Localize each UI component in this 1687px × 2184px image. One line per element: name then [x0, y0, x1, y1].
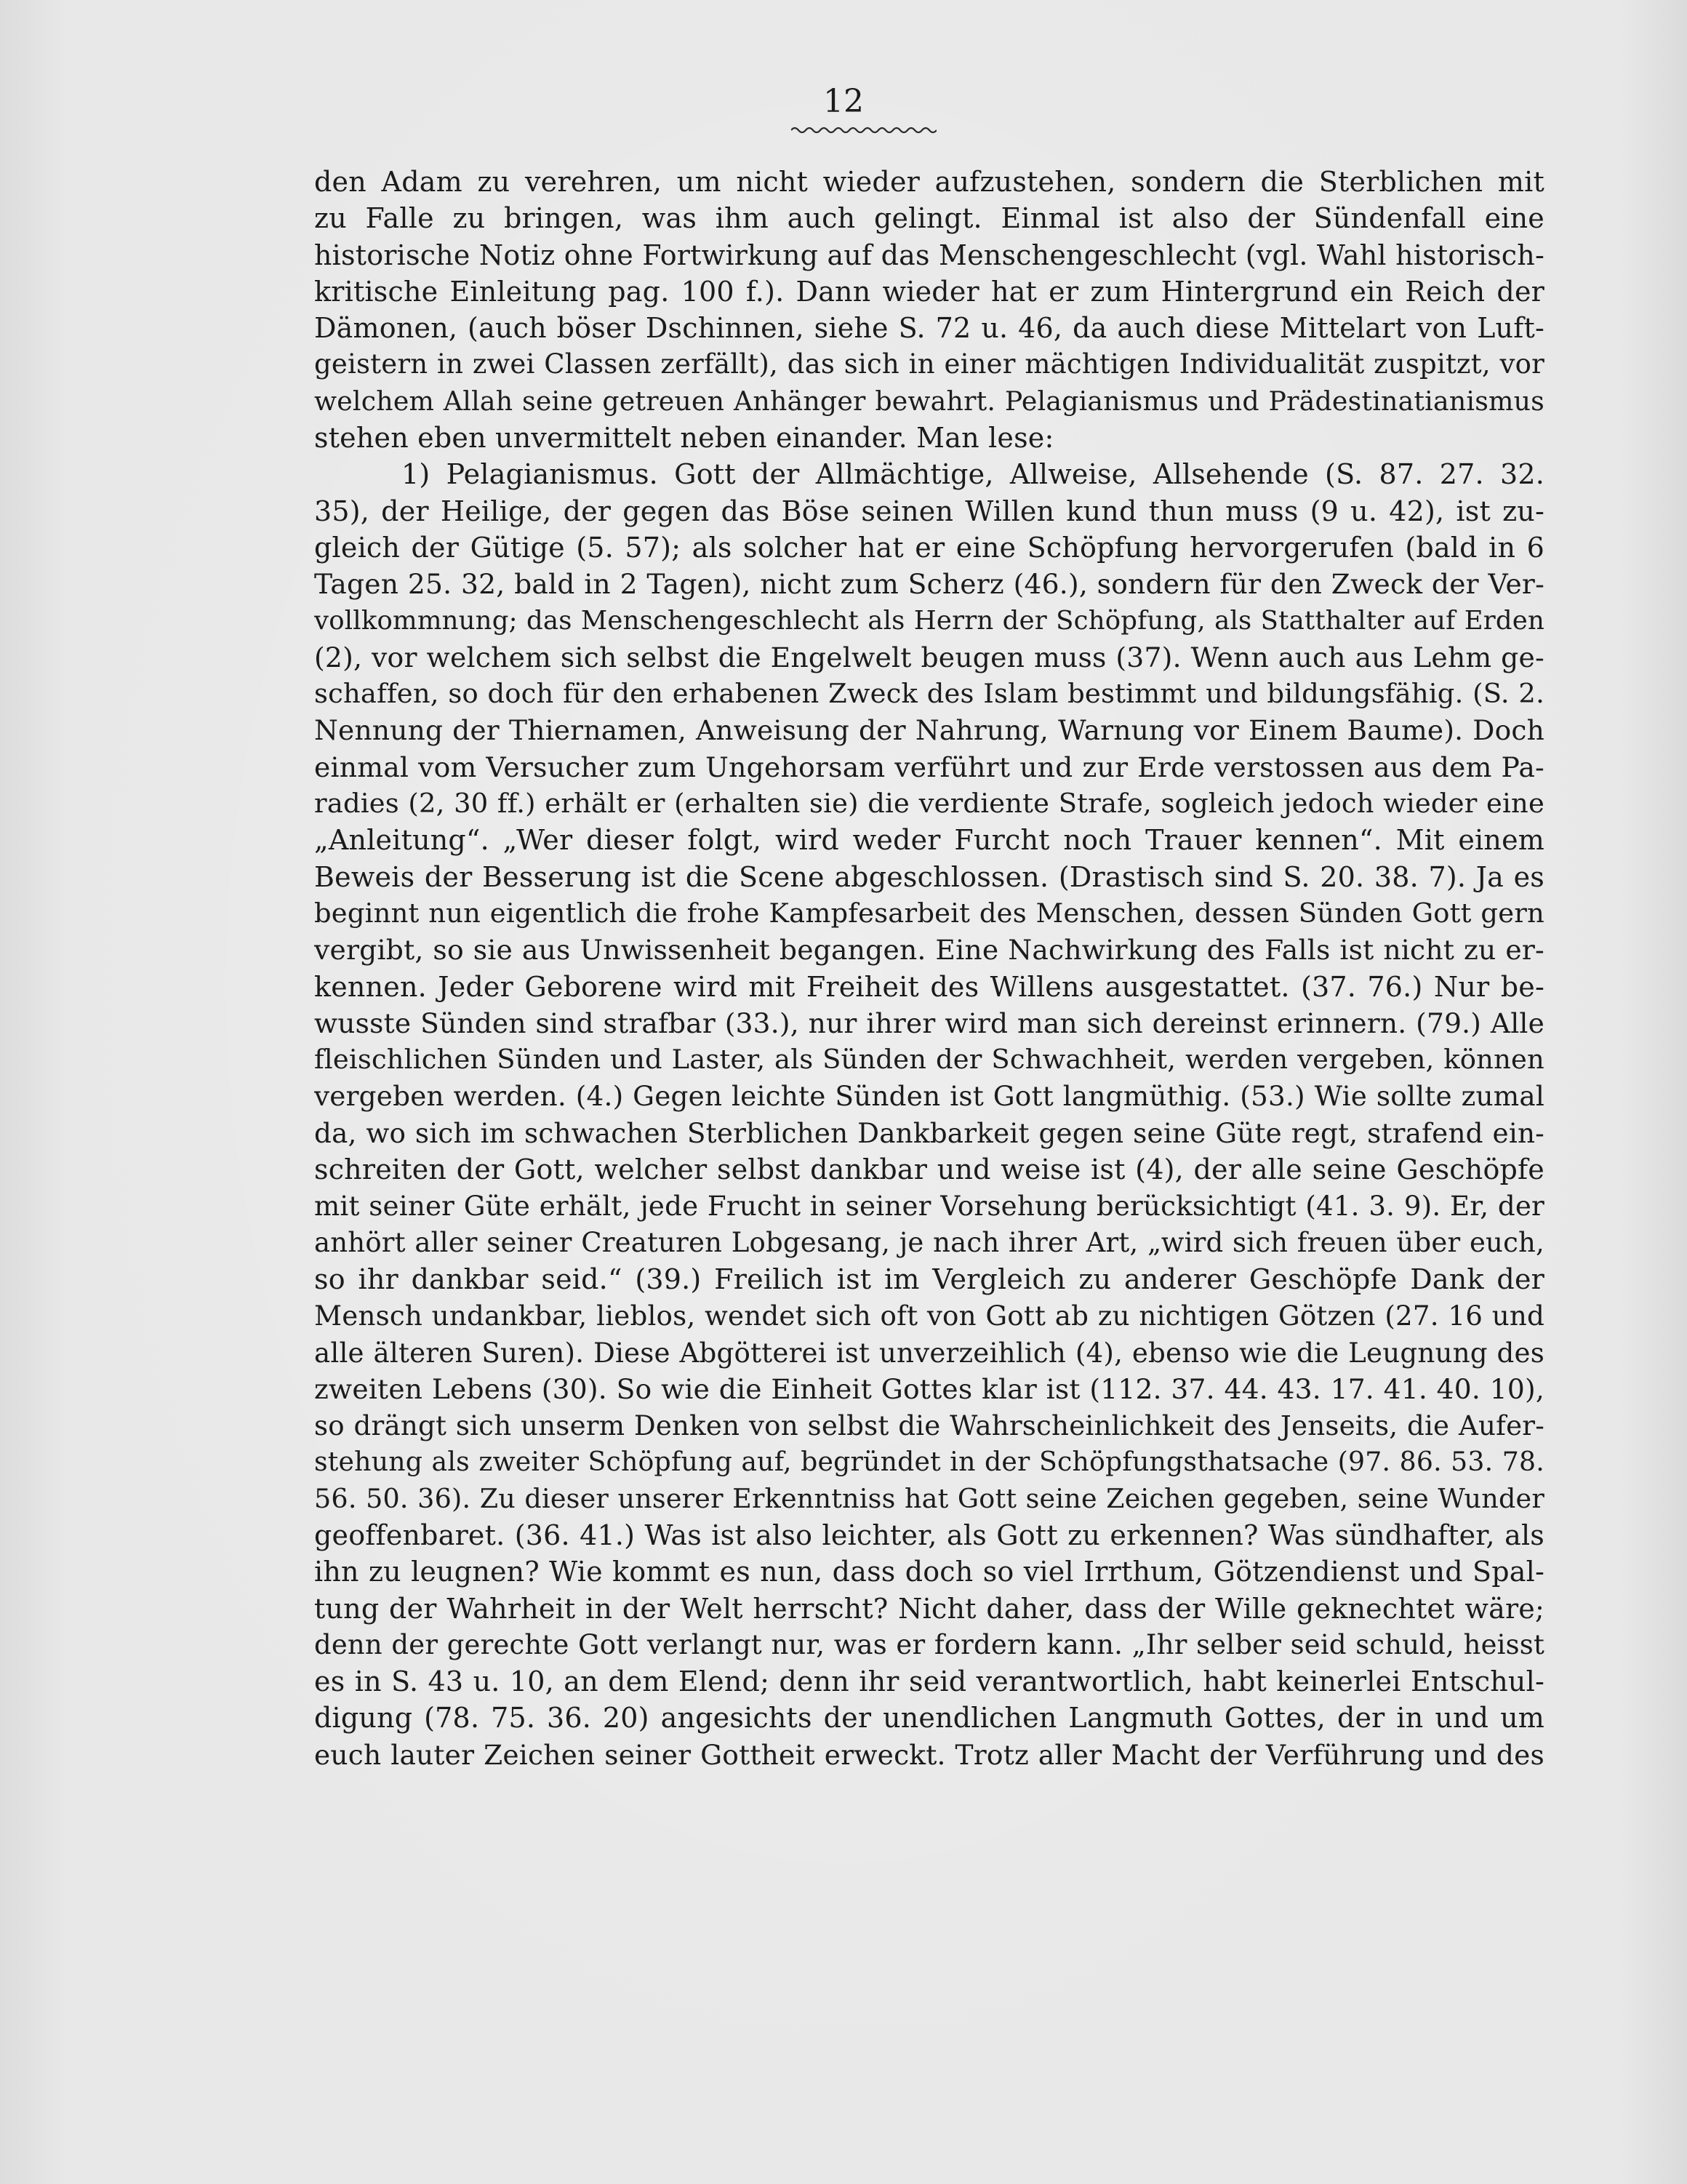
text-line: zweiten Lebens (30). So wie die Einheit Gottes klar ist (112. 37. 44. 43. 17. 41. 40. 10),: [314, 1372, 1544, 1405]
text-line: den Adam zu verehren, um nicht wieder aufzustehen, sondern die Sterblichen mit: [314, 166, 1544, 198]
text-line: Nennung der Thiernamen, Anweisung der Nahrung, Warnung vor Einem Baume). Doch: [314, 714, 1544, 747]
text-line: Beweis der Besserung ist die Scene abgeschlossen. (Drastisch sind S. 20. 38. 7). Ja es: [314, 860, 1544, 893]
text-line: vollkommnung; das Menschengeschlecht als Herrn der Schöpfung, als Statthalter auf Erden: [314, 605, 1544, 636]
text-line: mit seiner Güte erhält, jede Frucht in seiner Vorsehung berücksichtigt (41. 3. 9). Er, der: [314, 1190, 1544, 1223]
text-line: vergeben werden. (4.) Gegen leichte Sünden ist Gott langmüthig. (53.) Wie sollte zumal: [314, 1080, 1544, 1113]
text-line: welchem Allah seine getreuen Anhänger bewahrt. Pelagianismus und Prädestinatianismus: [314, 385, 1544, 417]
text-line: zu Falle zu bringen, was ihm auch gelingt. Einmal ist also der Sündenfall eine: [314, 202, 1544, 235]
text-line: gleich der Gütige (5. 57); als solcher hat er eine Schöpfung hervorgerufen (bald in 6: [314, 531, 1544, 564]
text-line: 35), der Heilige, der gegen das Böse seinen Willen kund thun muss (9 u. 42), ist zu-: [314, 495, 1544, 527]
text-line: geistern in zwei Classen zerfällt), das sich in einer mächtigen Individualität zuspitzt, vor: [314, 348, 1544, 380]
text-line: wusste Sünden sind strafbar (33.), nur ihrer wird man sich dereinst erinnern. (79.) Alle: [314, 1007, 1544, 1039]
text-line: schaffen, so doch für den erhabenen Zweck des Islam bestimmt und bildungsfähig. (S. 2.: [314, 678, 1544, 710]
text-line: beginnt nun eigentlich die frohe Kampfesarbeit des Menschen, dessen Sünden Gott gern: [314, 897, 1544, 929]
text-line: Mensch undankbar, lieblos, wendet sich oft von Gott ab zu nichtigen Götzen (27. 16 und: [314, 1300, 1544, 1332]
text-line: vergibt, so sie aus Unwissenheit begangen. Eine Nachwirkung des Falls ist nicht zu er-: [314, 934, 1544, 967]
text-line: so ihr dankbar seid.“ (39.) Freilich ist im Vergleich zu anderer Geschöpfe Dank der: [314, 1263, 1544, 1295]
text-line: anhört aller seiner Creaturen Lobgesang, je nach ihrer Art, „wird sich freuen über euch,: [314, 1226, 1544, 1258]
text-line: historische Notiz ohne Fortwirkung auf das Menschengeschlecht (vgl. Wahl historisch-: [314, 239, 1544, 271]
text-line: schreiten der Gott, welcher selbst dankbar und weise ist (4), der alle seine Geschöpfe: [314, 1153, 1544, 1186]
text-line: stehung als zweiter Schöpfung auf, begründet in der Schöpfungsthatsache (97. 86. 53. 78.: [314, 1446, 1544, 1478]
text-line: ihn zu leugnen? Wie kommt es nun, dass doch so viel Irrthum, Götzendienst und Spal-: [314, 1556, 1544, 1588]
text-line: da, wo sich im schwachen Sterblichen Dankbarkeit gegen seine Güte regt, strafend ein-: [314, 1116, 1544, 1149]
text-line: es in S. 43 u. 10, an dem Elend; denn ihr seid verantwortlich, habt keinerlei Entschul-: [314, 1665, 1544, 1698]
text-line: Tagen 25. 32, bald in 2 Tagen), nicht zum Scherz (46.), sondern für den Zweck der Ver-: [314, 568, 1544, 601]
text-line: digung (78. 75. 36. 20) angesichts der unendlichen Langmuth Gottes, der in und um: [314, 1702, 1544, 1735]
text-line: denn der gerechte Gott verlangt nur, was er fordern kann. „Ihr selber seid schuld, heisst: [314, 1628, 1544, 1660]
text-line: so drängt sich unserm Denken von selbst die Wahrscheinlichkeit des Jenseits, die Aufer-: [314, 1409, 1544, 1442]
text-line: Dämonen, (auch böser Dschinnen, siehe S. 72 u. 46, da auch diese Mittelart von Luft-: [314, 312, 1544, 345]
body-text: [314, 164, 1544, 1773]
text-line: alle älteren Suren). Diese Abgötterei ist unverzeihlich (4), ebenso wie die Leugnung des: [314, 1336, 1544, 1369]
section-heading-line: 1) Pelagianismus. Gott der Allmächtige, Allweise, Allsehende (S. 87. 27. 32.: [401, 458, 1544, 491]
text-line: fleischlichen Sünden und Laster, als Sünden der Schwachheit, werden vergeben, können: [314, 1044, 1544, 1076]
text-line: (2), vor welchem sich selbst die Engelwelt beugen muss (37). Wenn auch aus Lehm ge-: [314, 641, 1544, 673]
text-line: stehen eben unvermittelt neben einander. Man lese:: [314, 422, 1054, 455]
wavy-rule-ornament: [791, 125, 937, 135]
text-line: „Anleitung“. „Wer dieser folgt, wird weder Furcht noch Trauer kennen“. Mit einem: [314, 824, 1544, 857]
page-number: 12: [823, 83, 864, 120]
text-line: tung der Wahrheit in der Welt herrscht? Nicht daher, dass der Wille geknechtet wäre;: [314, 1592, 1544, 1625]
text-line: kennen. Jeder Geborene wird mit Freiheit des Willens ausgestattet. (37. 76.) Nur be-: [314, 970, 1544, 1003]
text-line: einmal vom Versucher zum Ungehorsam verführt und zur Erde verstossen aus dem Pa-: [314, 751, 1544, 783]
text-line: kritische Einleitung pag. 100 f.). Dann wieder hat er zum Hintergrund ein Reich der: [314, 275, 1544, 308]
text-line: geoffenbaret. (36. 41.) Was ist also leichter, als Gott zu erkennen? Was sündhafter, als: [314, 1519, 1544, 1551]
text-line: radies (2, 30 ff.) erhält er (erhalten sie) die verdiente Strafe, sogleich jedoch wieder eine: [314, 788, 1544, 820]
text-line: euch lauter Zeichen seiner Gottheit erweckt. Trotz aller Macht der Verführung und des: [314, 1738, 1544, 1771]
text-line: 56. 50. 36). Zu dieser unserer Erkenntniss hat Gott seine Zeichen gegeben, seine Wunder: [314, 1482, 1544, 1514]
